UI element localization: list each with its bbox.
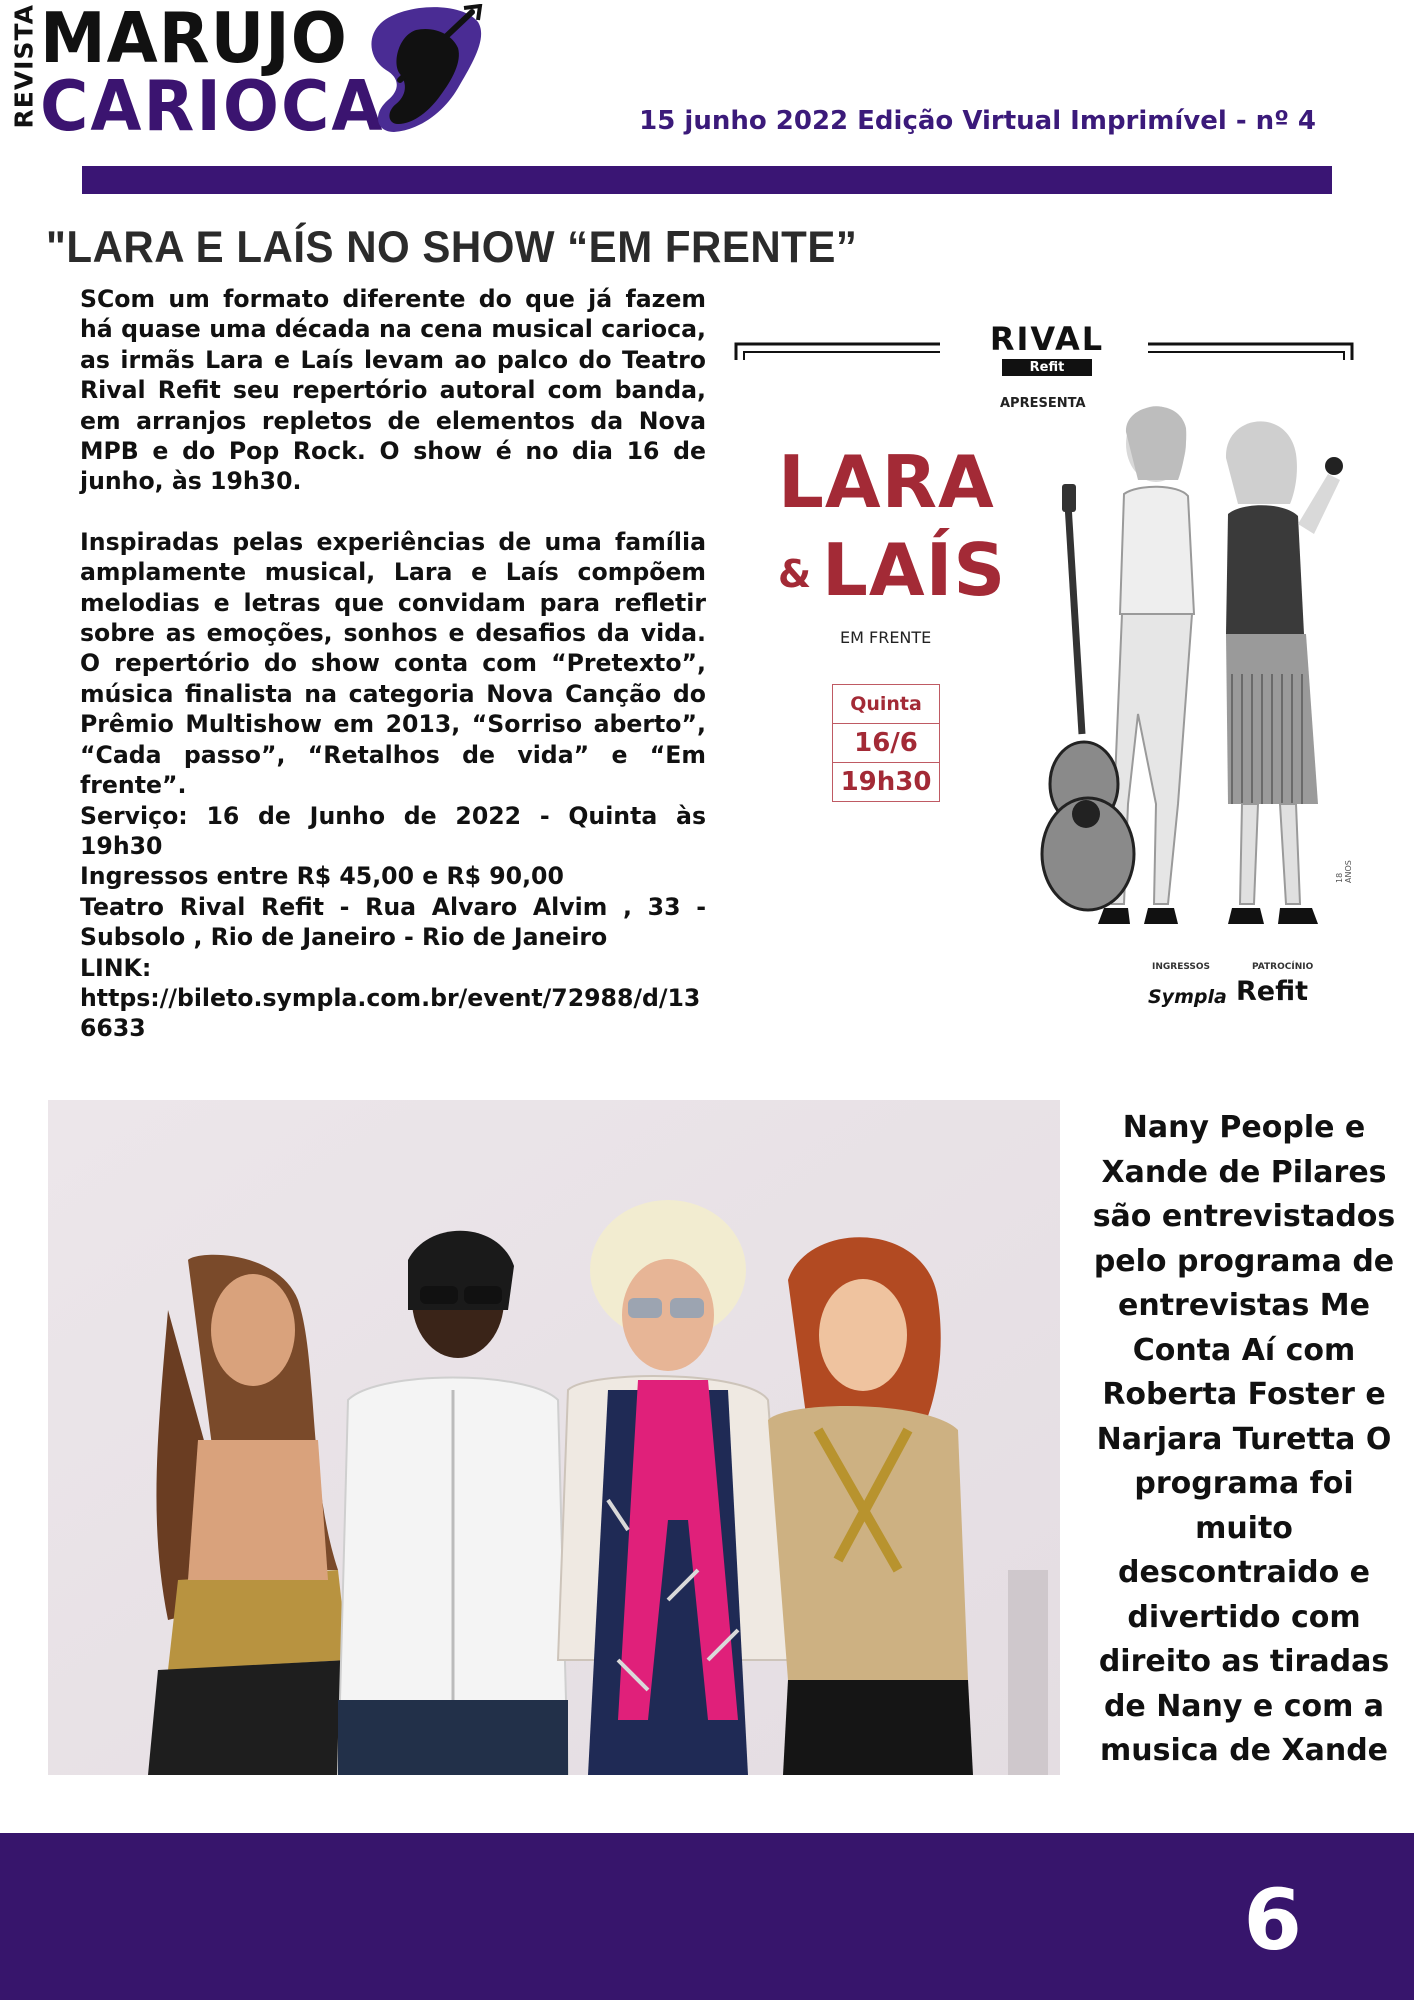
poster-time: 19h30 <box>833 762 939 801</box>
article-paragraph-1: SCom um formato diferente do que já fazem há quase uma década na cena musical carioca, as irmãs Lara e Laís levam ao palco do Teatro Rival Refit seu repertório autoral com banda, em arranjos repletos de elementos da Nova MPB e do Pop Rock. O show é no dia 16 de junho, às 19h30. <box>80 285 706 496</box>
poster-name-lara: LARA <box>778 440 995 524</box>
show-poster <box>730 300 1358 1030</box>
logo-title-line1: MARUJO <box>40 0 348 79</box>
poster-date: 16/6 <box>833 723 939 762</box>
rival-logo <box>966 322 1128 376</box>
poster-ampersand: & <box>778 552 812 596</box>
page-number: 6 <box>1243 1871 1302 1969</box>
poster-presents: APRESENTA <box>1000 396 1086 411</box>
article-paragraph-2: Inspiradas pelas experiências de uma família amplamente musical, Lara e Laís compõem melodias e letras que convidam para refletir sobre as emoções, sonhos e desafios da vida. O repertório do show conta com “Pretexto”, música finalista na categoria Nova Canção do Prêmio Multishow em 2013, “Sorriso aberto”, “Cada passo”, “Retalhos de vida” e “Em frente”. <box>80 527 706 800</box>
singers-photo <box>1028 384 1348 954</box>
poster-show-title: EM FRENTE <box>840 628 932 647</box>
service-info: Serviço: 16 de Junho de 2022 - Quinta às 19h30 <box>80 801 706 860</box>
article-body <box>80 284 706 1044</box>
edition-info: 15 junho 2022 Edição Virtual Imprimível - nº 4 <box>639 106 1316 136</box>
rival-logo-text: RIVAL <box>989 320 1105 358</box>
article-headline: "LARA E LAÍS NO SHOW “EM FRENTE” <box>46 222 858 272</box>
poster-tickets-label: INGRESSOS <box>1152 962 1211 972</box>
rival-logo-sub: Refit <box>1002 359 1093 376</box>
poster-date-box <box>832 684 940 802</box>
ticket-price: Ingressos entre R$ 45,00 e R$ 90,00 <box>80 862 564 891</box>
poster-name-lais: LAÍS <box>822 528 1007 612</box>
venue-address: Teatro Rival Refit - Rua Alvaro Alvim , 33 - Subsolo , Rio de Janeiro - Rio de Janeiro <box>80 892 706 952</box>
header-divider-bar <box>82 166 1332 194</box>
link-label: LINK: <box>80 953 152 982</box>
poster-age-rating: 18 ANOS <box>1335 860 1353 883</box>
logo-revista <box>8 4 38 136</box>
refit-logo: Refit <box>1236 976 1309 1007</box>
poster-day: Quinta <box>850 693 922 715</box>
ticket-link[interactable]: https://bileto.sympla.com.br/event/72988/d/136633 <box>80 983 701 1043</box>
group-photo <box>48 1100 1060 1775</box>
footer-bar <box>0 1833 1414 2000</box>
photo-caption: Nany People e Xande de Pilares são entrevistados pelo programa de entrevistas Me Conta Aí com Roberta Foster e Narjara Turetta O programa foi muito descontraido e divertido com direito as tiradas de Nany e com a musica de Xande <box>1092 1110 1396 1768</box>
logo-title-line2: CARIOCA <box>40 66 385 147</box>
sympla-logo: Sympla <box>1148 986 1227 1008</box>
magazine-logo <box>8 0 478 147</box>
guitar-logo-icon <box>360 4 488 136</box>
logo-revista-text: REVISTA <box>9 4 39 129</box>
poster-sponsor-label: PATROCÍNIO <box>1252 962 1314 972</box>
